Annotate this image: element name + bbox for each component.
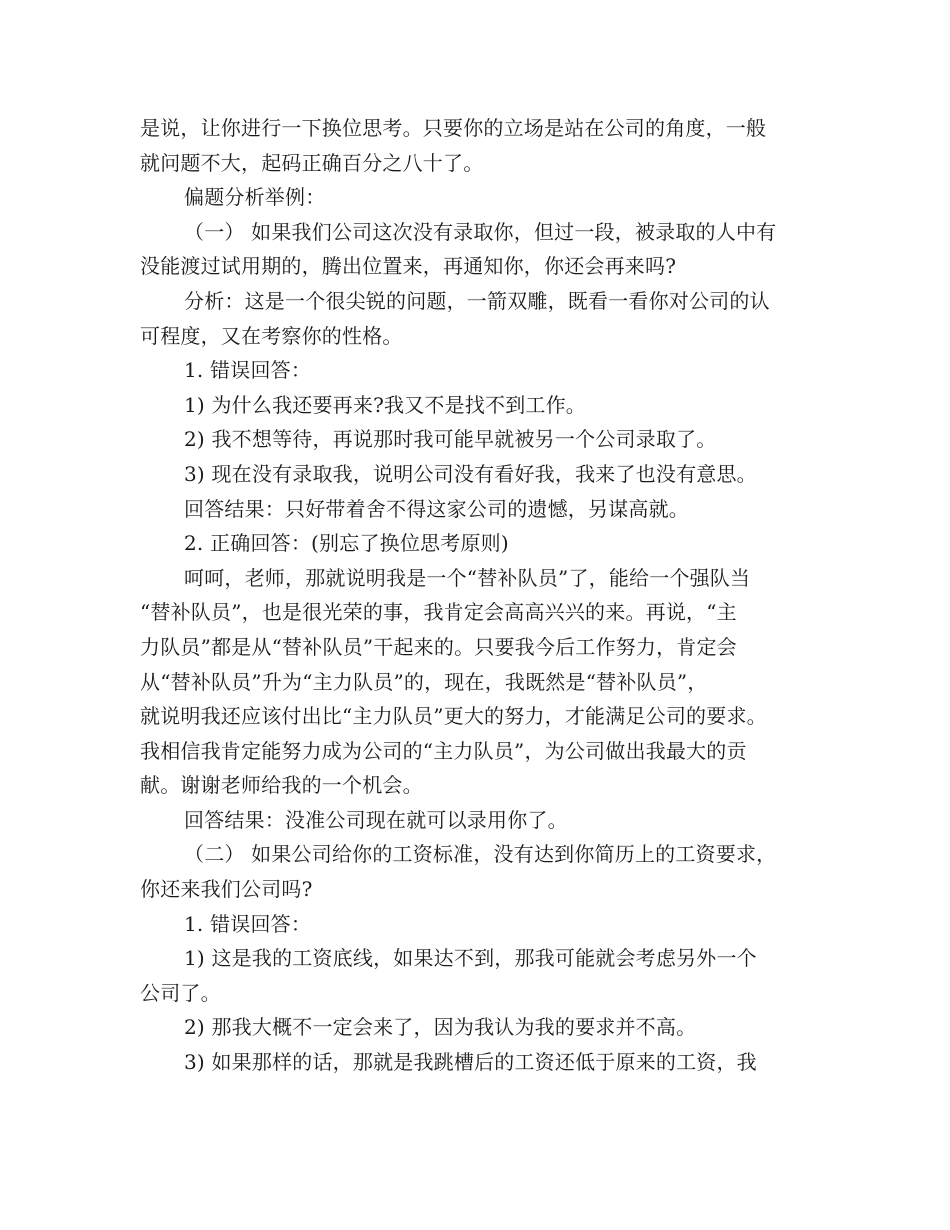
list-item: 2) 我不想等待，再说那时我可能早就被另一个公司录取了。 bbox=[184, 427, 717, 452]
list-item: 3) 如果那样的话，那就是我跳槽后的工资还低于原来的工资，我 bbox=[184, 1050, 757, 1075]
document-body bbox=[140, 111, 820, 1080]
answer-result: 回答结果：只好带着舍不得这家公司的遗憾，另谋高就。 bbox=[184, 496, 689, 521]
analysis-paragraph: 分析：这是一个很尖锐的问题，一箭双雕，既看一看你对公司的认 bbox=[184, 288, 770, 313]
text-line: 没能渡过试用期的，腾出位置来，再通知你，你还会再来吗? bbox=[140, 254, 677, 279]
wrong-answer-heading: 1. 错误回答： bbox=[184, 358, 312, 383]
text-line: 力队员”都是从“替补队员”干起来的。只要我今后工作努力，肯定会 bbox=[140, 634, 737, 659]
list-item: 2) 那我大概不一定会来了，因为我认为我的要求并不高。 bbox=[184, 1015, 697, 1040]
text-line: 可程度，又在考察你的性格。 bbox=[140, 323, 403, 348]
text-line: 就问题不大，起码正确百分之八十了。 bbox=[140, 150, 484, 175]
text-line: 我相信我肯定能努力成为公司的“主力队员”，为公司做出我最大的贡 bbox=[140, 738, 747, 763]
question-1: （一） 如果我们公司这次没有录取你，但过一段，被录取的人中有 bbox=[184, 219, 777, 244]
list-item: 1) 为什么我还要再来?我又不是找不到工作。 bbox=[184, 392, 587, 417]
answer-result: 回答结果：没准公司现在就可以录用你了。 bbox=[184, 807, 568, 832]
list-item: 3) 现在没有录取我，说明公司没有看好我，我来了也没有意思。 bbox=[184, 461, 757, 486]
text-line: 你还来我们公司吗? bbox=[140, 877, 313, 902]
text-line: “替补队员”，也是很光荣的事，我肯定会高高兴兴的来。再说，“主 bbox=[140, 600, 737, 625]
question-2: （二） 如果公司给你的工资标准，没有达到你简历上的工资要求， bbox=[184, 842, 777, 867]
correct-answer-heading: 2. 正确回答：(别忘了换位思考原则) bbox=[184, 531, 509, 556]
text-line: 公司了。 bbox=[140, 980, 221, 1005]
wrong-answer-heading: 1. 错误回答： bbox=[184, 911, 312, 936]
list-item: 1) 这是我的工资底线，如果达不到，那我可能就会考虑另外一个 bbox=[184, 946, 757, 971]
text-line: 从“替补队员”升为“主力队员”的，现在，我既然是“替补队员”， bbox=[140, 669, 708, 694]
text-line: 献。谢谢老师给我的一个机会。 bbox=[140, 773, 423, 798]
text-line: 就说明我还应该付出比“主力队员”更大的努力，才能满足公司的要求。 bbox=[140, 704, 767, 729]
section-heading: 偏题分析举例： bbox=[184, 185, 326, 210]
answer-paragraph: 呵呵，老师，那就说明我是一个“替补队员”了，能给一个强队当 bbox=[184, 565, 751, 590]
text-line: 是说，让你进行一下换位思考。只要你的立场是站在公司的角度，一般 bbox=[140, 116, 767, 140]
